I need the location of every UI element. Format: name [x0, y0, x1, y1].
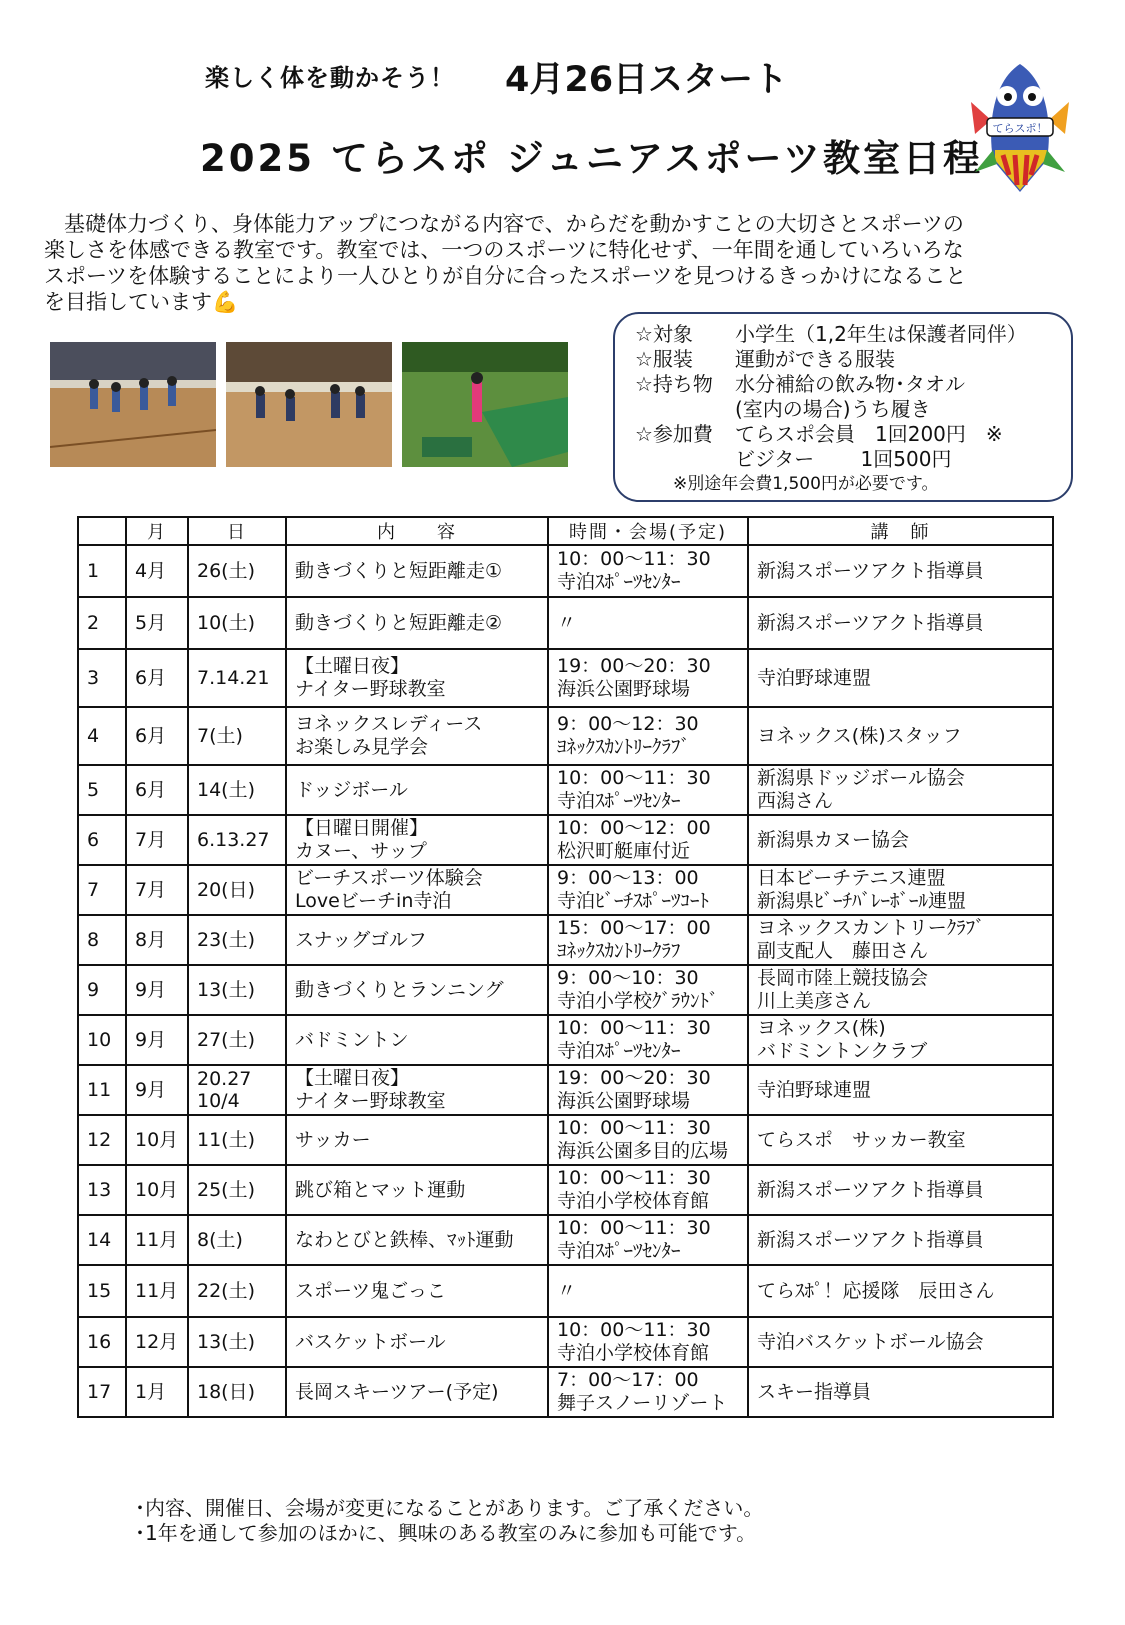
- content-cell: [286, 1165, 548, 1215]
- place: 寺泊小学校体育館: [557, 1190, 710, 1212]
- place: 寺泊ﾋﾞｰﾁｽﾎﾟｰﾂｺｰﾄ: [557, 890, 710, 912]
- row-number: 9: [87, 978, 100, 1001]
- place: 寺泊ｽﾎﾟｰﾂｾﾝﾀｰ: [557, 1240, 681, 1262]
- fee-member: てらスポ会員 1回200円 ※: [735, 422, 1003, 446]
- info-box: [613, 312, 1073, 502]
- content-line: 長岡スキーツアー(予定): [295, 1380, 499, 1403]
- items-value-2: (室内の場合)うち履き: [735, 397, 931, 421]
- content-line: ドッジボール: [295, 778, 408, 801]
- month-cell: [126, 545, 188, 597]
- row-number-cell: [78, 1065, 126, 1115]
- content-cell: [286, 1317, 548, 1367]
- fee-visitor: ビジター 1回500円: [735, 447, 952, 471]
- time-place-cell: [548, 915, 748, 965]
- content-cell: [286, 765, 548, 815]
- time-place-cell: [548, 1165, 748, 1215]
- table-row: [78, 765, 1053, 815]
- month-cell: [126, 1015, 188, 1065]
- col-header: 内 容: [286, 517, 548, 545]
- time: 10：00～11：30: [557, 548, 711, 570]
- table-row: [78, 707, 1053, 765]
- row-number: 5: [87, 778, 100, 801]
- clothing-value: 運動ができる服装: [735, 347, 895, 371]
- logo-text: てらスポ！: [992, 122, 1048, 135]
- content-line: 動きづくりと短距離走②: [295, 611, 503, 634]
- row-number-cell: [78, 1265, 126, 1317]
- row-number: 1: [87, 559, 100, 582]
- content-line: ナイター野球教室: [295, 1090, 446, 1112]
- day-cell: [188, 865, 286, 915]
- day: 25(土): [197, 1178, 256, 1201]
- row-number-cell: [78, 765, 126, 815]
- place: 舞子スノーリゾート: [557, 1392, 728, 1414]
- start-date: 4月26日スタート: [505, 60, 789, 100]
- time: 15：00～17：00: [557, 917, 711, 939]
- day-cell: [188, 915, 286, 965]
- coach-cell: [748, 707, 1053, 765]
- tagline: 楽しく体を動かそう！: [205, 64, 455, 92]
- month-cell: [126, 1165, 188, 1215]
- coach-line: バドミントンクラブ: [757, 1040, 928, 1062]
- row-number-cell: [78, 965, 126, 1015]
- row-number: 10: [87, 1028, 112, 1051]
- month-cell: [126, 1215, 188, 1265]
- coach-line: 川上美彦さん: [757, 990, 872, 1012]
- time-place-cell: [548, 865, 748, 915]
- coach-line: 寺泊野球連盟: [757, 1078, 872, 1101]
- content-line: サッカー: [295, 1128, 371, 1151]
- month: 6月: [135, 724, 167, 747]
- coach-cell: [748, 597, 1053, 649]
- time-place-cell: [548, 1317, 748, 1367]
- month-cell: [126, 597, 188, 649]
- coach-cell: [748, 1215, 1053, 1265]
- month-cell: [126, 765, 188, 815]
- coach-line: てらスポ サッカー教室: [757, 1128, 966, 1151]
- month-cell: [126, 1317, 188, 1367]
- content-cell: [286, 545, 548, 597]
- time: 9：00～13：00: [557, 867, 699, 889]
- fee-label: ☆参加費: [635, 422, 713, 446]
- row-number-cell: [78, 865, 126, 915]
- content-line: ヨネックスレディース: [295, 713, 483, 735]
- content-line: バスケットボール: [295, 1330, 446, 1353]
- row-number-cell: [78, 1367, 126, 1417]
- coach-line: ヨネックス(株): [757, 1017, 886, 1039]
- time-place-cell: [548, 1265, 748, 1317]
- month-cell: [126, 649, 188, 707]
- day-cell: [188, 1065, 286, 1115]
- time-place-cell: [548, 765, 748, 815]
- time: 10：00～11：30: [557, 1017, 711, 1039]
- coach-cell: [748, 1065, 1053, 1115]
- month: 7月: [135, 878, 167, 901]
- golf-range-photo: [402, 342, 568, 467]
- row-number: 16: [87, 1330, 112, 1353]
- time-place-cell: [548, 597, 748, 649]
- month: 10月: [135, 1128, 179, 1151]
- row-number: 6: [87, 828, 100, 851]
- coach-line: 副支配人 藤田さん: [757, 940, 929, 962]
- time-place-cell: [548, 1015, 748, 1065]
- time-place-cell: [548, 1115, 748, 1165]
- row-number: 3: [87, 666, 100, 689]
- coach-line: 新潟スポーツアクト指導員: [757, 559, 984, 582]
- table-row: [78, 1265, 1053, 1317]
- month-cell: [126, 815, 188, 865]
- coach-line: 新潟県ﾋﾞｰﾁﾊﾞﾚｰﾎﾞｰﾙ連盟: [757, 890, 967, 912]
- content-cell: [286, 815, 548, 865]
- place: 松沢町艇庫付近: [557, 840, 691, 862]
- content-line: 跳び箱とマット運動: [295, 1178, 466, 1201]
- day: 27(土): [197, 1028, 256, 1051]
- month-cell: [126, 965, 188, 1015]
- month: 12月: [135, 1330, 179, 1353]
- content-cell: [286, 965, 548, 1015]
- day-cell: [188, 545, 286, 597]
- day: 10(土): [197, 611, 256, 634]
- month: 6月: [135, 666, 167, 689]
- coach-line: 日本ビーチテニス連盟: [757, 867, 946, 889]
- content-line: 【日曜日開催】: [295, 817, 429, 839]
- coach-line: 新潟県ドッジボール協会: [757, 767, 965, 789]
- row-number: 2: [87, 611, 100, 634]
- coach-cell: [748, 915, 1053, 965]
- row-number: 17: [87, 1380, 112, 1403]
- content-line: 動きづくりとランニング: [295, 978, 504, 1001]
- gym-children-photo: [226, 342, 392, 467]
- coach-cell: [748, 545, 1053, 597]
- day: 7.14.21: [197, 666, 270, 689]
- day: 26(土): [197, 559, 256, 582]
- content-line: カヌー、サップ: [295, 840, 427, 862]
- day-cell: [188, 815, 286, 865]
- row-number: 15: [87, 1279, 112, 1302]
- content-line: ナイター野球教室: [295, 678, 446, 700]
- table-row: [78, 915, 1053, 965]
- coach-line: てらｽﾎﾟ！応援隊 辰田さん: [757, 1279, 995, 1302]
- content-cell: [286, 1115, 548, 1165]
- intro-line: を目指しています💪: [44, 290, 239, 314]
- row-number-cell: [78, 815, 126, 865]
- mascot-logo: [965, 60, 1075, 195]
- coach-line: 新潟スポーツアクト指導員: [757, 1228, 984, 1251]
- content-line: 動きづくりと短距離走①: [295, 559, 503, 582]
- table-row: [78, 545, 1053, 597]
- table-row: [78, 1367, 1053, 1417]
- content-line: ビーチスポーツ体験会: [295, 867, 483, 889]
- time: 〃: [557, 611, 577, 634]
- content-cell: [286, 1065, 548, 1115]
- row-number-cell: [78, 649, 126, 707]
- month: 11月: [135, 1228, 179, 1251]
- clothing-label: ☆服装: [635, 347, 693, 371]
- month-cell: [126, 1265, 188, 1317]
- month: 1月: [135, 1380, 167, 1403]
- table-row: [78, 1215, 1053, 1265]
- day: 13(土): [197, 1330, 256, 1353]
- schedule-table: [77, 516, 1054, 1418]
- row-number: 14: [87, 1228, 112, 1251]
- row-number-cell: [78, 707, 126, 765]
- coach-cell: [748, 1165, 1053, 1215]
- time-place-cell: [548, 707, 748, 765]
- table-row: [78, 649, 1053, 707]
- content-cell: [286, 1367, 548, 1417]
- day-cell: [188, 1215, 286, 1265]
- page-title: 2025 てらスポ ジュニアスポーツ教室日程: [200, 137, 984, 180]
- table-row: [78, 1317, 1053, 1367]
- day-cell: [188, 1115, 286, 1165]
- time-place-cell: [548, 1215, 748, 1265]
- row-number: 8: [87, 928, 100, 951]
- col-header: 日: [188, 517, 286, 545]
- month-cell: [126, 1367, 188, 1417]
- day: 14(土): [197, 778, 256, 801]
- content-line: お楽しみ見学会: [295, 736, 429, 758]
- coach-line: 新潟県カヌー協会: [757, 828, 910, 851]
- row-number-cell: [78, 1015, 126, 1065]
- day-cell: [188, 1317, 286, 1367]
- day: 6.13.27: [197, 828, 270, 851]
- day: 8(土): [197, 1228, 243, 1251]
- coach-line: 寺泊バスケットボール協会: [757, 1330, 984, 1353]
- table-row: [78, 815, 1053, 865]
- time: 10：00～12：00: [557, 817, 711, 839]
- row-number: 7: [87, 878, 100, 901]
- content-cell: [286, 1265, 548, 1317]
- coach-line: ヨネックス(株)スタッフ: [757, 724, 962, 747]
- fee-note: ※別途年会費1,500円が必要です。: [673, 474, 939, 494]
- time: 9：00～10：30: [557, 967, 699, 989]
- table-row: [78, 1065, 1053, 1115]
- place: 寺泊ｽﾎﾟｰﾂｾﾝﾀｰ: [557, 571, 681, 593]
- content-line: 【土曜日夜】: [295, 655, 410, 677]
- content-cell: [286, 865, 548, 915]
- place: 海浜公園多目的広場: [557, 1140, 729, 1162]
- month: 9月: [135, 1028, 167, 1051]
- row-number-cell: [78, 1165, 126, 1215]
- time: 10：00～11：30: [557, 1167, 711, 1189]
- footnote: ･1年を通して参加のほかに、興味のある教室のみに参加も可能です。: [135, 1521, 757, 1545]
- intro-text: [44, 211, 1084, 315]
- time: 19：00～20：30: [557, 1067, 711, 1089]
- content-line: 【土曜日夜】: [295, 1067, 410, 1089]
- time: 9：00～12：30: [557, 713, 699, 735]
- table-row: [78, 865, 1053, 915]
- table-row: [78, 1015, 1053, 1065]
- intro-line: 基礎体力づくり、身体能力アップにつながる内容で、からだを動かすことの大切さとスポーツの: [64, 212, 964, 236]
- table-row: [78, 597, 1053, 649]
- items-value: 水分補給の飲み物･タオル: [735, 372, 965, 396]
- month: 5月: [135, 611, 167, 634]
- day-cell: [188, 765, 286, 815]
- day: 20(日): [197, 878, 256, 901]
- row-number: 12: [87, 1128, 112, 1151]
- content-cell: [286, 707, 548, 765]
- coach-cell: [748, 865, 1053, 915]
- coach-cell: [748, 1115, 1053, 1165]
- target-value: 小学生（1,2年生は保護者同伴）: [735, 322, 1027, 346]
- coach-line: 新潟スポーツアクト指導員: [757, 1178, 984, 1201]
- day: 13(土): [197, 978, 256, 1001]
- coach-line: 新潟スポーツアクト指導員: [757, 611, 984, 634]
- day-cell: [188, 707, 286, 765]
- coach-cell: [748, 649, 1053, 707]
- day: 23(土): [197, 928, 256, 951]
- coach-cell: [748, 1317, 1053, 1367]
- coach-line: 寺泊野球連盟: [757, 666, 872, 689]
- footnotes: [135, 1496, 763, 1546]
- place: 海浜公園野球場: [557, 678, 691, 700]
- gym-running-photo: [50, 342, 216, 467]
- time-place-cell: [548, 1065, 748, 1115]
- coach-cell: [748, 1015, 1053, 1065]
- table-row: [78, 1115, 1053, 1165]
- time: 〃: [557, 1279, 577, 1302]
- row-number-cell: [78, 915, 126, 965]
- day-cell: [188, 1015, 286, 1065]
- month: 10月: [135, 1178, 179, 1201]
- row-number-cell: [78, 1215, 126, 1265]
- row-number-cell: [78, 545, 126, 597]
- schedule-body: [78, 545, 1053, 1417]
- coach-cell: [748, 965, 1053, 1015]
- row-number: 11: [87, 1078, 112, 1101]
- place: 寺泊ｽﾎﾟｰﾂｾﾝﾀｰ: [557, 790, 681, 812]
- target-label: ☆対象: [635, 322, 693, 346]
- time-place-cell: [548, 649, 748, 707]
- day: 22(土): [197, 1279, 256, 1302]
- table-row: [78, 1165, 1053, 1215]
- place: 寺泊小学校体育館: [557, 1342, 710, 1364]
- month: 11月: [135, 1279, 179, 1302]
- col-header: 講 師: [748, 517, 1053, 545]
- month: 4月: [135, 559, 167, 582]
- day-cell: [188, 1165, 286, 1215]
- month-cell: [126, 1065, 188, 1115]
- col-header: [78, 517, 126, 545]
- content-cell: [286, 1215, 548, 1265]
- day: 20.27 10/4: [197, 1068, 252, 1112]
- month: 7月: [135, 828, 167, 851]
- day-cell: [188, 649, 286, 707]
- content-cell: [286, 597, 548, 649]
- table-header: [78, 517, 1053, 545]
- intro-line: 楽しさを体感できる教室です。教室では、一つのスポーツに特化せず、一年間を通していろいろな: [44, 238, 964, 262]
- place: ﾖﾈｯｸｽｶﾝﾄﾘｰｸﾗﾌﾞ: [557, 736, 691, 758]
- place: 海浜公園野球場: [557, 1090, 691, 1112]
- content-cell: [286, 915, 548, 965]
- month: 8月: [135, 928, 167, 951]
- col-header: 時間・会場(予定): [548, 517, 748, 545]
- content-line: スポーツ鬼ごっこ: [295, 1279, 446, 1302]
- day-cell: [188, 597, 286, 649]
- content-line: スナッグゴルフ: [295, 928, 427, 951]
- row-number-cell: [78, 1115, 126, 1165]
- coach-cell: [748, 765, 1053, 815]
- day: 18(日): [197, 1380, 256, 1403]
- place: 寺泊小学校ｸﾞﾗｳﾝﾄﾞ: [557, 990, 719, 1012]
- coach-cell: [748, 1265, 1053, 1317]
- coach-cell: [748, 1367, 1053, 1417]
- table-row: [78, 965, 1053, 1015]
- month-cell: [126, 865, 188, 915]
- month: 9月: [135, 1078, 167, 1101]
- day-cell: [188, 1265, 286, 1317]
- row-number-cell: [78, 1317, 126, 1367]
- content-cell: [286, 649, 548, 707]
- coach-line: スキー指導員: [757, 1380, 872, 1403]
- coach-line: 西潟さん: [757, 790, 834, 812]
- day: 7(土): [197, 724, 243, 747]
- time: 10：00～11：30: [557, 1217, 711, 1239]
- time: 10：00～11：30: [557, 1319, 711, 1341]
- items-label: ☆持ち物: [635, 372, 713, 396]
- time-place-cell: [548, 545, 748, 597]
- month: 6月: [135, 778, 167, 801]
- coach-line: ヨネックスカントリーｸﾗﾌﾞ: [757, 917, 985, 939]
- place: ﾖﾈｯｸｽｶﾝﾄﾘｰｸﾗﾌ: [557, 940, 681, 962]
- content-cell: [286, 1015, 548, 1065]
- month: 9月: [135, 978, 167, 1001]
- time: 7：00～17：00: [557, 1369, 699, 1391]
- content-line: なわとびと鉄棒、ﾏｯﾄ運動: [295, 1228, 514, 1251]
- coach-line: 長岡市陸上競技協会: [757, 967, 929, 989]
- place: 寺泊ｽﾎﾟｰﾂｾﾝﾀｰ: [557, 1040, 681, 1062]
- row-number: 13: [87, 1178, 112, 1201]
- intro-line: スポーツを体験することにより一人ひとりが自分に合ったスポーツを見つけるきっかけになること: [44, 264, 967, 288]
- content-line: Loveビーチin寺泊: [295, 890, 452, 912]
- row-number: 4: [87, 724, 100, 747]
- col-header: 月: [126, 517, 188, 545]
- content-line: バドミントン: [295, 1028, 409, 1051]
- time: 19：00～20：30: [557, 655, 711, 677]
- time: 10：00～11：30: [557, 767, 711, 789]
- month-cell: [126, 707, 188, 765]
- footnote: ･内容、開催日、会場が変更になることがあります。ご了承ください。: [135, 1496, 764, 1520]
- time-place-cell: [548, 965, 748, 1015]
- day-cell: [188, 1367, 286, 1417]
- time: 10：00～11：30: [557, 1117, 711, 1139]
- time-place-cell: [548, 1367, 748, 1417]
- coach-cell: [748, 815, 1053, 865]
- day: 11(土): [197, 1128, 256, 1151]
- time-place-cell: [548, 815, 748, 865]
- day-cell: [188, 965, 286, 1015]
- month-cell: [126, 915, 188, 965]
- row-number-cell: [78, 597, 126, 649]
- month-cell: [126, 1115, 188, 1165]
